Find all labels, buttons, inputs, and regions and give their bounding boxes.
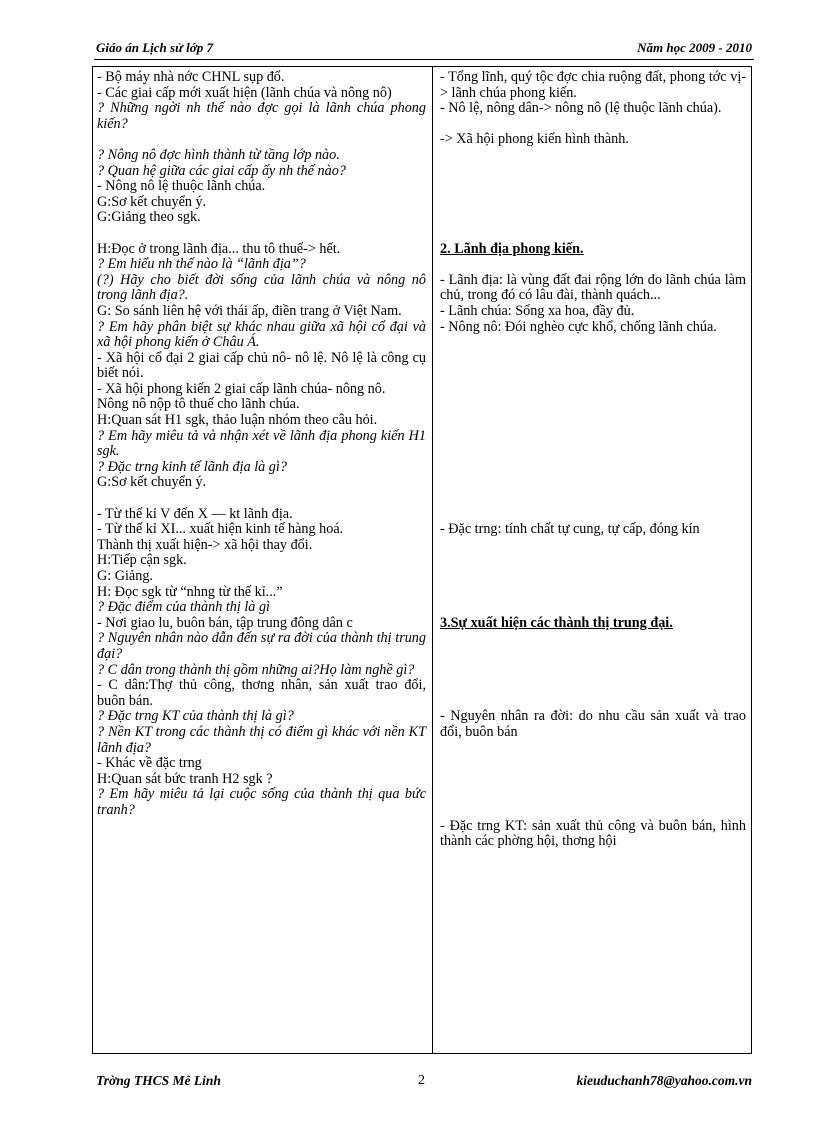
- blank-line: [440, 507, 746, 523]
- activity-line: - Từ thế kỉ V đến X — kt lãnh địa.: [97, 505, 293, 522]
- blank-line: [440, 741, 746, 757]
- blank-line: [440, 756, 746, 772]
- content-line: - Nô lệ, nông dân-> nông nô (lệ thuộc lãnh chúa).: [440, 100, 722, 117]
- activity-question: ? Em hãy miêu tả lại cuộc sống của thành thị qua bức tranh?: [97, 786, 426, 818]
- blank-line: [440, 491, 746, 507]
- activity-line: H:Đọc ở trong lãnh địa... thu tô thuế-> hết.: [97, 240, 341, 257]
- content-line: -> Xã hội phong kiến hình thành.: [440, 131, 629, 148]
- blank-line: [440, 335, 746, 351]
- blank-line: [440, 210, 746, 226]
- blank-line: [440, 663, 746, 679]
- footer-school: Trờng THCS Mê Linh: [96, 1073, 221, 1088]
- activity-line: G: Giảng.: [97, 568, 153, 584]
- blank-line: [440, 460, 746, 476]
- activity-question: ? Đặc điểm của thành thị là gì: [97, 599, 270, 616]
- blank-line: [440, 538, 746, 554]
- activity-line: - Nông nô lệ thuộc lãnh chúa.: [97, 178, 266, 195]
- content-line: - Tổng lĩnh, quý tộc đợc chia ruộng đất, phong tớc vị-> lãnh chúa phong kiến.: [440, 69, 746, 101]
- blank-line: [440, 787, 746, 803]
- activity-question: ? C dân trong thành thị gồm những ai?Họ làm nghề gì?: [97, 661, 415, 678]
- section-heading: 2. Lãnh địa phong kiến.: [440, 240, 584, 257]
- activity-question: ? Nguyên nhân nào dẫn đến sự ra đời của thành thị trung đại?: [97, 630, 426, 662]
- blank-line: [440, 803, 746, 819]
- activity-line: - Khác về đặc trng: [97, 755, 202, 772]
- activity-line: G:Giảng theo sgk.: [97, 209, 201, 226]
- activity-line: G:Sơ kết chuyển ý.: [97, 474, 207, 491]
- blank-line: [440, 647, 746, 663]
- activity-question: ? Quan hệ giữa các giai cấp ấy nh thế nào?: [97, 162, 346, 179]
- lesson-content-column: [440, 70, 746, 850]
- activity-line: - Xã hội cổ đại 2 giai cấp chủ nô- nô lệ. Nô lệ là công cụ biết nói.: [97, 349, 426, 382]
- activity-line: - Các giai cấp mới xuất hiện (lãnh chúa và nông nô): [97, 84, 392, 101]
- blank-line: [440, 772, 746, 788]
- activity-line: Nông nô nộp tô thuế cho lãnh chúa.: [97, 396, 300, 413]
- activity-question: (?) Hãy cho biết đời sống của lãnh chúa và nông nô trong lãnh địa?.: [97, 271, 426, 304]
- activity-question: ? Em hiểu nh thế nào là “lãnh địa”?: [97, 256, 306, 273]
- activity-question: ? Nền KT trong các thành thị có điểm gì khác với nền KT lãnh địa?: [97, 723, 426, 756]
- activity-line: Thành thị xuất hiện-> xã hội thay đổi.: [97, 536, 313, 553]
- blank-line: [440, 444, 746, 460]
- blank-line: [97, 132, 426, 148]
- blank-line: [440, 397, 746, 413]
- blank-line: [440, 631, 746, 647]
- blank-line: [440, 226, 746, 242]
- teacher-student-activities-column: [97, 70, 426, 819]
- activity-line: H:Quan sát bức tranh H2 sgk ?: [97, 770, 273, 787]
- activity-question: ? Em hãy miêu tả và nhận xét về lãnh địa phong kiến H1 sgk.: [97, 427, 426, 460]
- content-line: - Nông nô: Đói nghèo cực khổ, chống lãnh chúa.: [440, 318, 717, 335]
- blank-line: [440, 148, 746, 164]
- activity-line: - C dân:Thợ thủ công, thơng nhân, sản xuất trao đổi, buôn bán.: [97, 677, 426, 709]
- footer-email: kieuduchanh78@yahoo.com.vn: [576, 1073, 752, 1088]
- page-footer: [96, 1073, 752, 1093]
- column-divider: [432, 67, 433, 1053]
- activity-question: ? Em hãy phân biệt sự khác nhau giữa xã hội cổ đại và xã hội phong kiến ở Châu Á.: [97, 318, 426, 351]
- activity-line: - Xã hội phong kiến 2 giai cấp lãnh chúa- nông nô.: [97, 380, 386, 397]
- content-line: - Nguyên nhân ra đời: do nhu cầu sản xuất và trao đổi, buôn bán: [440, 708, 746, 740]
- content-line: - Đặc trng KT: sản xuất thủ công và buôn bán, hình thành các phờng hội, thơng hội: [440, 817, 746, 850]
- activity-question: ? Đặc trng kinh tế lãnh địa là gì?: [97, 458, 287, 475]
- header-subject: Giáo án Lịch sử lớp 7: [96, 40, 213, 55]
- blank-line: [440, 351, 746, 367]
- content-line: - Lãnh địa: là vùng đất đai rộng lớn do lãnh chúa làm chủ, trong đó có lâu đài, thành quách...: [440, 271, 746, 304]
- blank-line: [440, 257, 746, 273]
- header-rule: [94, 59, 754, 60]
- activity-line: - Bộ máy nhà nớc CHNL sụp đổ.: [97, 69, 285, 85]
- blank-line: [440, 413, 746, 429]
- content-line: - Đặc trng: tính chất tự cung, tự cấp, đóng kín: [440, 521, 700, 538]
- activity-line: G:Sơ kết chuyển ý.: [97, 193, 207, 210]
- blank-line: [440, 164, 746, 180]
- page-number: 2: [418, 1073, 425, 1088]
- activity-line: H:Quan sát H1 sgk, thảo luận nhóm theo câu hỏi.: [97, 412, 378, 429]
- activity-line: - Nơi giao lu, buôn bán, tập trung đông dân c: [97, 614, 353, 631]
- blank-line: [97, 226, 426, 242]
- blank-line: [440, 366, 746, 382]
- section-heading: 3.Sự xuất hiện các thành thị trung đại.: [440, 614, 673, 631]
- activity-line: H: Đọc sgk từ “nhng từ thế kỉ...”: [97, 583, 283, 600]
- blank-line: [97, 491, 426, 507]
- lesson-table: [92, 66, 752, 1054]
- blank-line: [440, 569, 746, 585]
- blank-line: [440, 429, 746, 445]
- blank-line: [440, 678, 746, 694]
- activity-line: H:Tiếp cận sgk.: [97, 552, 187, 569]
- blank-line: [440, 553, 746, 569]
- header-school-year: Năm học 2009 - 2010: [637, 40, 752, 55]
- blank-line: [440, 600, 746, 616]
- activity-line: G: So sánh liên hệ với thái ấp, điền trang ở Việt Nam.: [97, 302, 402, 319]
- blank-line: [440, 382, 746, 398]
- blank-line: [440, 694, 746, 710]
- activity-line: - Từ thế kỉ XI... xuất hiện kinh tế hàng hoá.: [97, 521, 344, 538]
- activity-question: ? Đặc trng KT của thành thị là gì?: [97, 708, 294, 725]
- activity-question: ? Những ngời nh thế nào đợc gọi là lãnh chúa phong kiến?: [97, 100, 426, 132]
- page-header: [96, 40, 752, 58]
- blank-line: [440, 475, 746, 491]
- blank-line: [440, 179, 746, 195]
- blank-line: [440, 585, 746, 601]
- content-line: - Lãnh chúa: Sống xa hoa, đầy đủ.: [440, 302, 635, 319]
- activity-question: ? Nông nô đợc hình thành từ tầng lớp nào.: [97, 146, 340, 163]
- blank-line: [440, 117, 746, 133]
- blank-line: [440, 195, 746, 211]
